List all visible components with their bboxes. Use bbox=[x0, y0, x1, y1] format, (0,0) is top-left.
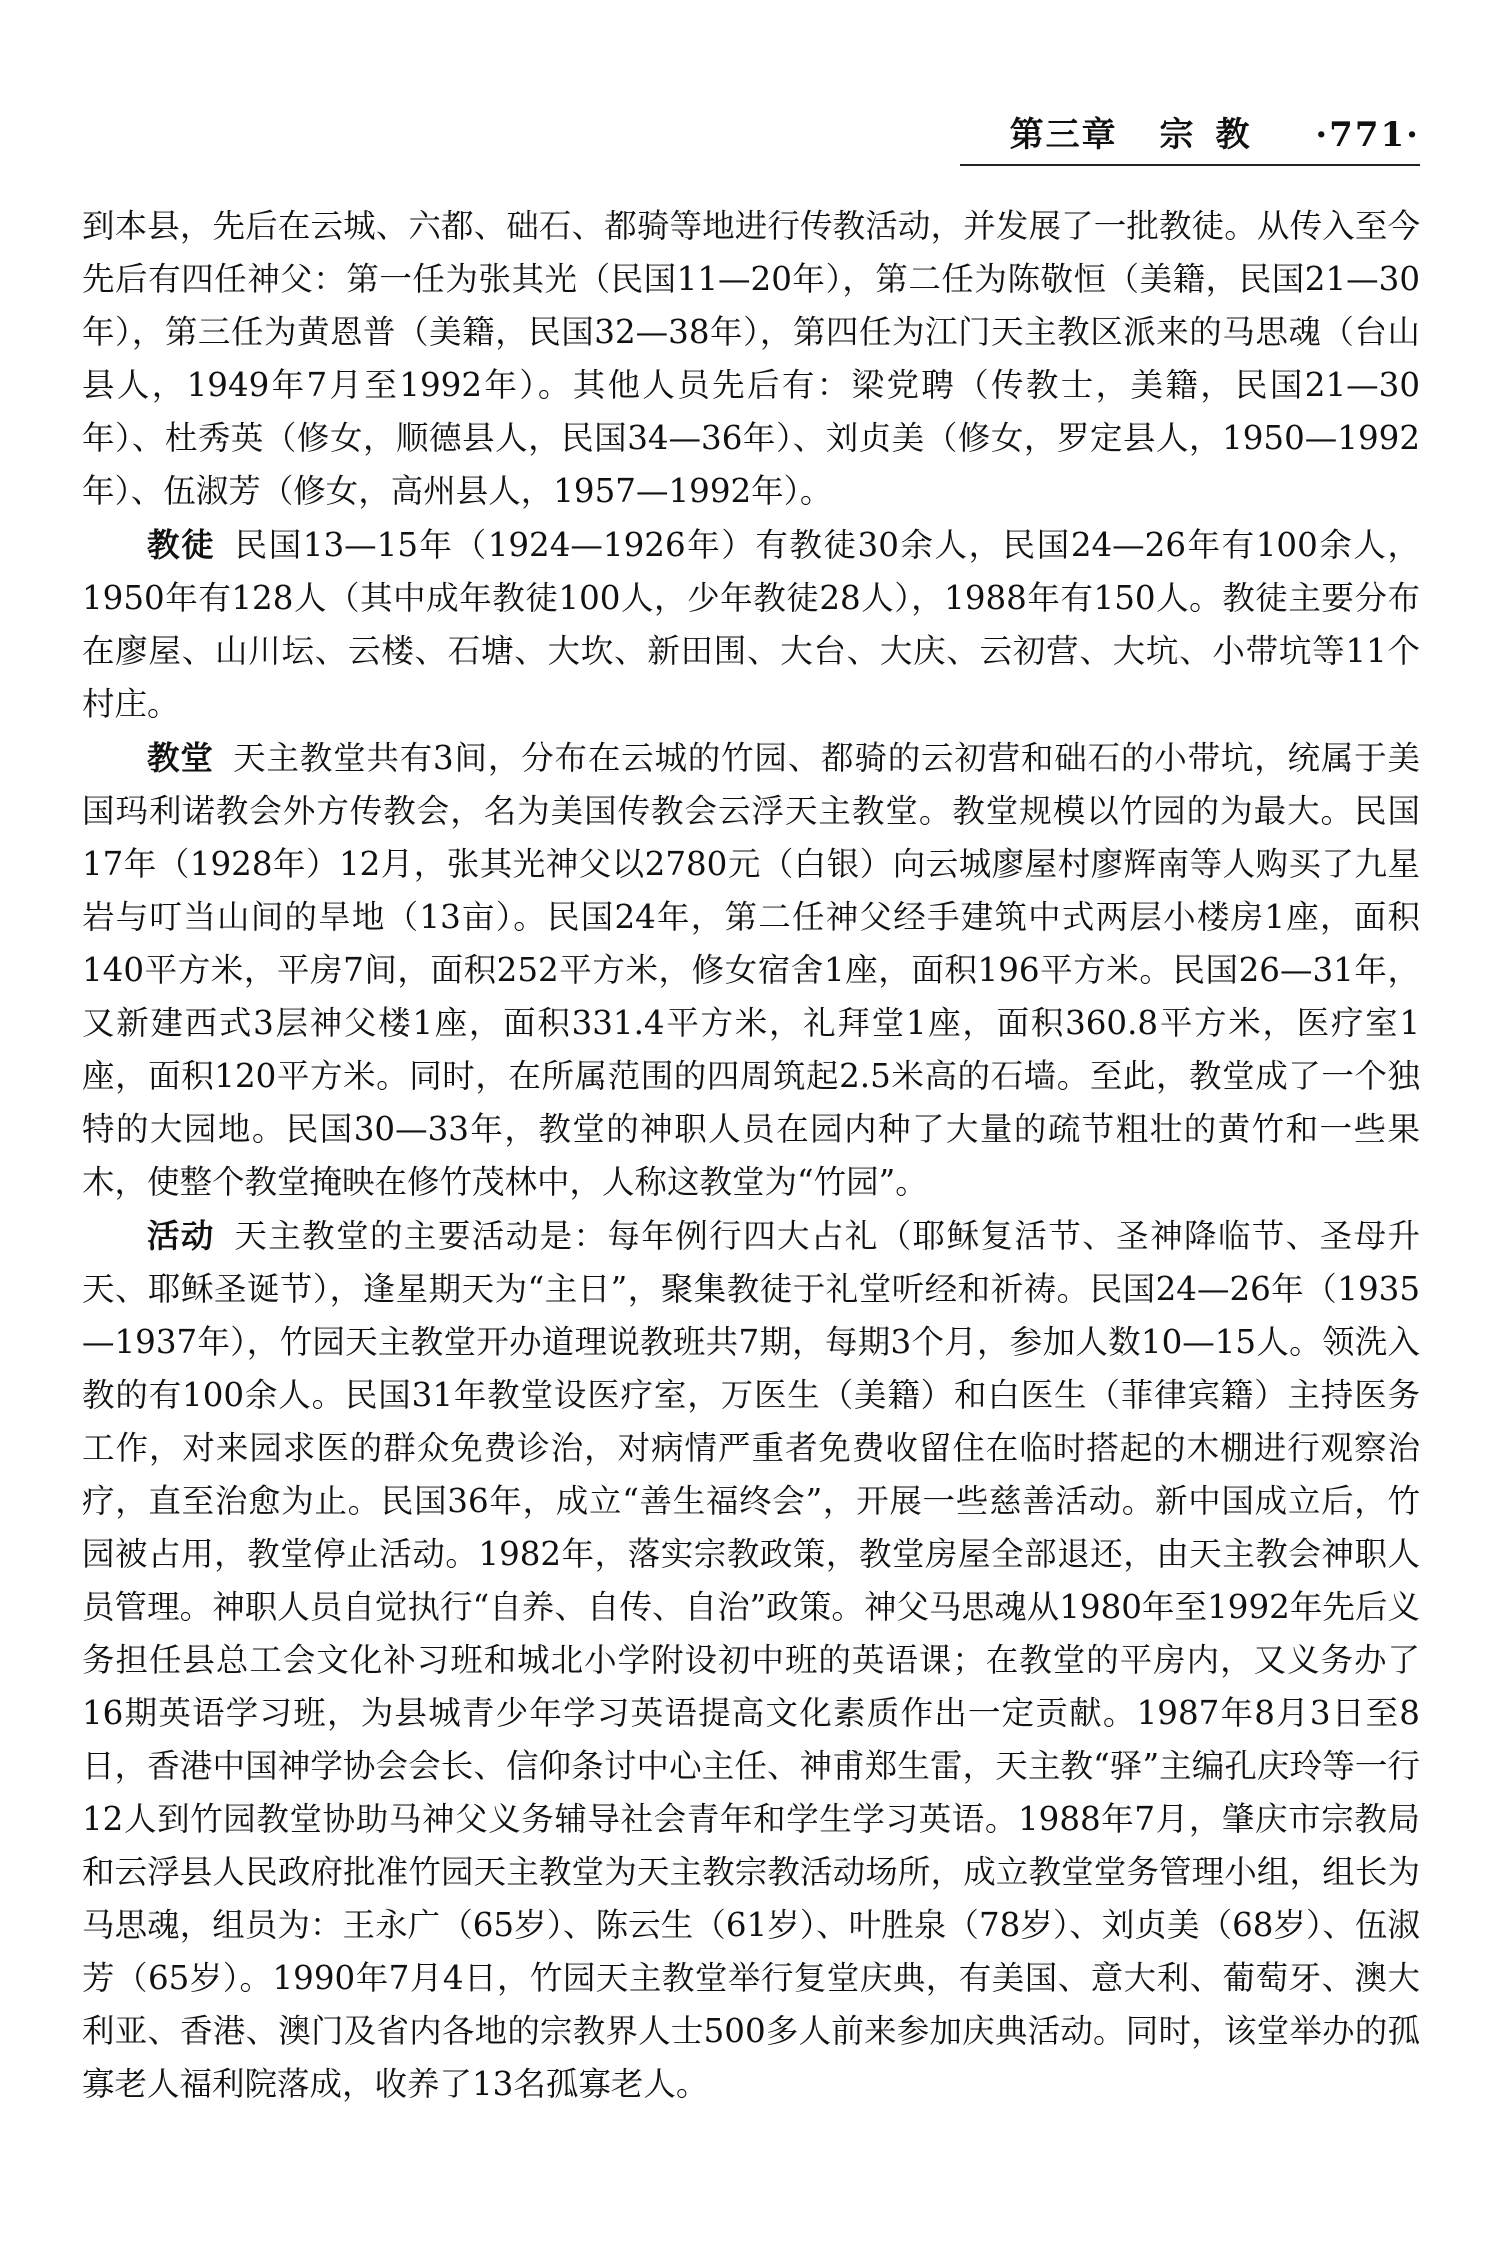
page-header bbox=[960, 106, 1420, 166]
paragraph-activities-text: 天主教堂的主要活动是：每年例行四大占礼（耶稣复活节、圣神降临节、圣母升天、耶稣圣诞节），逢星期天为“主日”，聚集教徒于礼堂听经和祈祷。民国24—26年（1935—1937年），竹园天主教堂开办道理说教班共7期，每期3个月，参加人数10—15人。领洗入教的有100余人。民国31年教堂设医疗室，万医生（美籍）和白医生（菲律宾籍）主持医务工作，对来园求医的群众免费诊治，对病情严重者免费收留住在临时搭起的木棚进行观察治疗，直至治愈为止。民国36年，成立“善生福终会”，开展一些慈善活动。新中国成立后，竹园被占用，教堂停止活动。1982年，落实宗教政策，教堂房屋全部退还，由天主教会神职人员管理。神职人员自觉执行“自养、自传、自治”政策。神父马思魂从1980年至1992年先后义务担任县总工会文化补习班和城北小学附设初中班的英语课；在教堂的平房内，又义务办了16期英语学习班，为县城青少年学习英语提高文化素质作出一定贡献。1987年8月3日至8日，香港中国神学协会会长、信仰条讨中心主任、神甫郑生雷，天主教“驿”主编孔庆玲等一行12人到竹园教堂协助马神父义务辅导社会青年和学生学习英语。1988年7月，肇庆市宗教局和云浮县人民政府批准竹园天主教堂为天主教宗教活动场所，成立教堂堂务管理小组，组长为马思魂，组员为：王永广（65岁）、陈云生（61岁）、叶胜泉（78岁）、刘贞美（68岁）、伍淑芳（65岁）。1990年7月4日，竹园天主教堂举行复堂庆典，有美国、意大利、葡萄牙、澳大利亚、香港、澳门及省内各地的宗教界人士500多人前来参加庆典活动。同时，该堂举办的孤寡老人福利院落成，收养了13名孤寡老人。 bbox=[82, 1217, 1420, 2103]
heading-activities: 活动 bbox=[147, 1216, 215, 1255]
chapter-title: 第三章 bbox=[1009, 115, 1118, 155]
heading-church: 教堂 bbox=[147, 738, 214, 777]
paragraph-church-text: 天主教堂共有3间，分布在云城的竹园、都骑的云初营和础石的小带坑，统属于美国玛利诺教会外方传教会，名为美国传教会云浮天主教堂。教堂规模以竹园的为最大。民国17年（1928年）12月，张其光神父以2780元（白银）向云城廖屋村廖辉南等人购买了九星岩与叮当山间的旱地（13亩）。民国24年，第二任神父经手建筑中式两层小楼房1座，面积140平方米，平房7间，面积252平方米，修女宿舍1座，面积196平方米。民国26—31年，又新建西式3层神父楼1座，面积331.4平方米，礼拜堂1座，面积360.8平方米，医疗室1座，面积120平方米。同时，在所属范围的四周筑起2.5米高的石墙。至此，教堂成了一个独特的大园地。民国30—33年，教堂的神职人员在园内种了大量的疏节粗壮的黄竹和一些果木，使整个教堂掩映在修竹茂林中，人称这教堂为“竹园”。 bbox=[82, 739, 1420, 1201]
section-title: 宗教 bbox=[1159, 115, 1272, 155]
paragraph-believers-text: 民国13—15年（1924—1926年）有教徒30余人，民国24—26年有100余人，1950年有128人（其中成年教徒100人，少年教徒28人），1988年有150人。教徒主要分布在廖屋、山川坛、云楼、石塘、大坎、新田围、大台、大庆、云初营、大坑、小带坑等11个村庄。 bbox=[82, 526, 1420, 723]
article-body bbox=[82, 200, 1420, 2111]
heading-believers: 教徒 bbox=[147, 525, 216, 564]
paragraph-believers bbox=[82, 518, 1420, 731]
paragraph-intro bbox=[82, 200, 1420, 518]
page-number: ·771· bbox=[1315, 115, 1420, 155]
paragraph-church bbox=[82, 731, 1420, 1209]
paragraph-activities bbox=[82, 1209, 1420, 2111]
paragraph-intro-text: 到本县，先后在云城、六都、础石、都骑等地进行传教活动，并发展了一批教徒。从传入至今先后有四任神父：第一任为张其光（民国11—20年），第二任为陈敬恒（美籍，民国21—30年），第三任为黄恩普（美籍，民国32—38年），第四任为江门天主教区派来的马思魂（台山县人，1949年7月至1992年）。其他人员先后有：梁党聘（传教士，美籍，民国21—30年）、杜秀英（修女，顺德县人，民国34—36年）、刘贞美（修女，罗定县人，1950—1992年）、伍淑芳（修女，高州县人，1957—1992年）。 bbox=[82, 207, 1420, 510]
